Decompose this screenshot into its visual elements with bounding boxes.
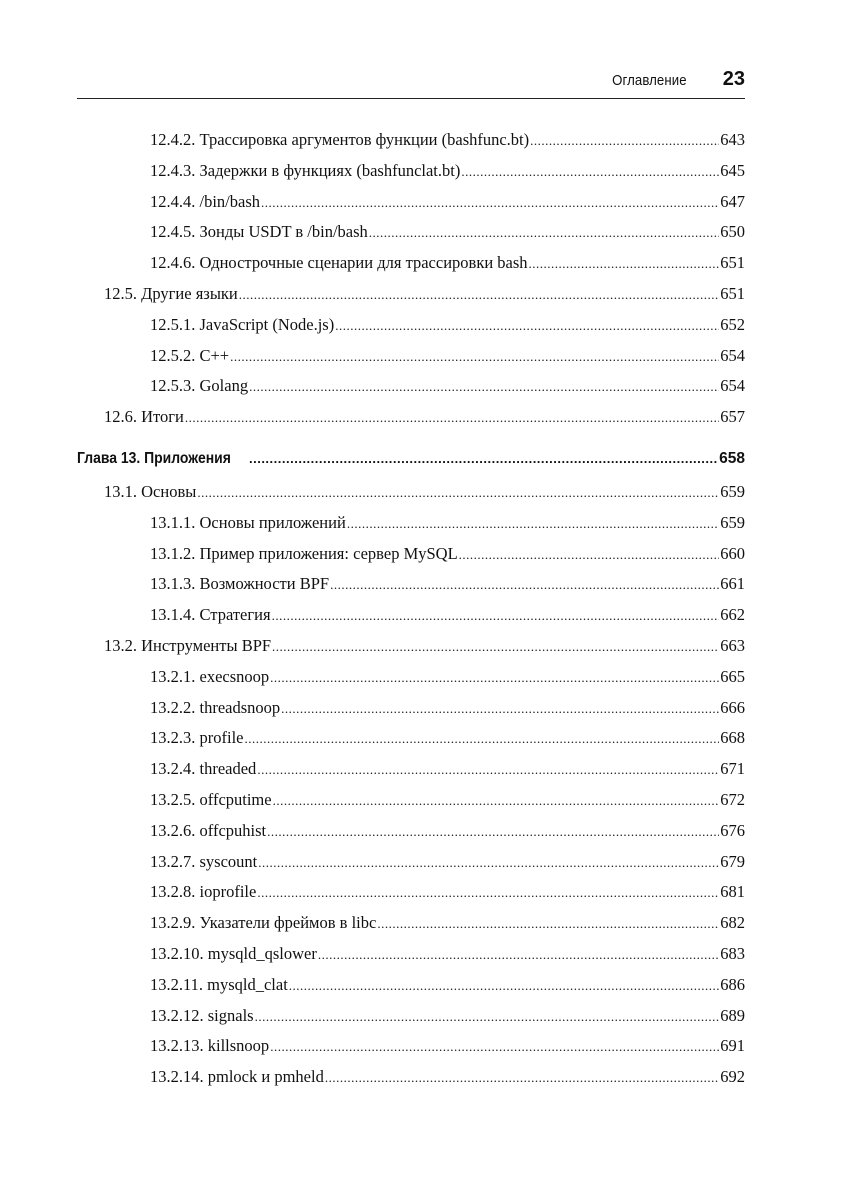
toc-entry-page: 660 xyxy=(720,543,745,563)
toc-entry-page: 651 xyxy=(720,253,745,273)
dot-leader xyxy=(459,544,720,564)
toc-entry-title: 12.4.4. /bin/bash xyxy=(150,191,260,211)
dot-leader xyxy=(270,1036,719,1056)
header-page-number: 23 xyxy=(722,68,745,90)
toc-entry[interactable] xyxy=(77,544,745,575)
toc-entry-page: 671 xyxy=(720,759,745,779)
header-section-title: Оглавление xyxy=(612,72,687,89)
dot-leader xyxy=(377,913,719,933)
dot-leader xyxy=(289,975,719,995)
dot-leader xyxy=(257,882,719,902)
toc-entry[interactable] xyxy=(77,1036,745,1067)
toc-entry-title: 13.2.11. mysqld_clat xyxy=(150,974,288,994)
dot-leader xyxy=(461,161,719,181)
toc-entry-title: 13.2.4. threaded xyxy=(150,759,257,779)
dot-leader xyxy=(335,315,719,335)
toc-entry[interactable] xyxy=(77,913,745,944)
toc-entry-title: 13.2.8. ioprofile xyxy=(150,882,257,902)
toc-entry-page: 662 xyxy=(720,605,745,625)
toc-entry[interactable] xyxy=(77,1006,745,1037)
toc-entry-page: 676 xyxy=(720,820,745,840)
toc-entry-title: 13.2. Инструменты BPF xyxy=(104,635,272,655)
dot-leader xyxy=(257,759,719,779)
toc-entry-page: 652 xyxy=(720,314,745,334)
toc-entry-page: 672 xyxy=(720,789,745,809)
toc-entry-page: 691 xyxy=(720,1036,745,1056)
toc-entry-page: 666 xyxy=(720,697,745,717)
toc-entry[interactable] xyxy=(77,882,745,913)
dot-leader xyxy=(347,513,719,533)
toc-entry-title: 13.2.10. mysqld_qslower xyxy=(150,943,317,963)
dot-leader xyxy=(273,790,720,810)
toc-entry-title: 12.4.5. Зонды USDT в /bin/bash xyxy=(150,222,368,242)
toc-entry-title: 13.2.6. offcpuhist xyxy=(150,820,267,840)
toc-entry-title: 12.5.1. JavaScript (Node.js) xyxy=(150,314,335,334)
toc-entry-title: 13.2.5. offcputime xyxy=(150,789,272,809)
toc-entry-page: 665 xyxy=(720,666,745,686)
toc-entry-title: 13.1.3. Возможности BPF xyxy=(150,574,330,594)
toc-entry-page: 692 xyxy=(720,1067,745,1087)
toc-entry[interactable] xyxy=(77,222,745,253)
toc-entry-title: 13.1. Основы xyxy=(104,481,197,501)
toc-entry-title: 13.1.2. Пример приложения: сервер MySQL xyxy=(150,543,458,563)
toc-entry-page: 682 xyxy=(720,913,745,933)
toc-entry-title: 13.2.14. pmlock и pmheld xyxy=(150,1067,324,1087)
toc-entry[interactable] xyxy=(77,605,745,636)
dot-leader xyxy=(529,253,720,273)
toc-chapter-entry[interactable] xyxy=(77,450,745,482)
toc-entry[interactable] xyxy=(77,728,745,759)
toc-entry[interactable] xyxy=(77,482,745,513)
toc-entry-page: 663 xyxy=(720,635,745,655)
toc-entry-title: 13.2.1. execsnoop xyxy=(150,666,270,686)
toc-entry-page: 659 xyxy=(720,512,745,532)
dot-leader xyxy=(325,1067,719,1087)
toc-entry-page: 654 xyxy=(720,345,745,365)
toc-entry-title: 12.4.6. Однострочные сценарии для трассировки bash xyxy=(150,253,528,273)
toc-entry-page: 689 xyxy=(720,1005,745,1025)
toc-entry[interactable] xyxy=(77,161,745,192)
toc-entry[interactable] xyxy=(77,513,745,544)
toc-entry-page: 668 xyxy=(720,728,745,748)
toc-entry[interactable] xyxy=(77,315,745,346)
toc-entry-title: 12.5.3. Golang xyxy=(150,376,249,396)
toc-entry-title: 12.4.2. Трассировка аргументов функции (bashfunc.bt) xyxy=(150,130,530,149)
toc-entry[interactable] xyxy=(77,636,745,667)
dot-leader xyxy=(239,284,720,304)
toc-entry-title: 13.2.9. Указатели фреймов в libc xyxy=(150,913,377,933)
toc-entry-page: 683 xyxy=(720,943,745,963)
dot-leader xyxy=(330,574,719,594)
toc-entry[interactable] xyxy=(77,852,745,883)
toc-entry[interactable] xyxy=(77,975,745,1006)
toc-entry-title: 13.2.13. killsnoop xyxy=(150,1036,270,1056)
toc-entry[interactable] xyxy=(77,130,745,161)
toc-entry-title: 13.2.2. threadsnoop xyxy=(150,697,281,717)
toc-entry-title: 13.2.3. profile xyxy=(150,728,244,748)
toc-entry-title: Глава 13. Приложения xyxy=(77,449,231,467)
toc-entry[interactable] xyxy=(77,698,745,729)
dot-leader xyxy=(230,346,719,366)
toc-entry-page: 654 xyxy=(720,376,745,396)
table-of-contents xyxy=(77,130,745,1098)
dot-leader xyxy=(272,636,719,656)
toc-entry-page: 659 xyxy=(720,481,745,501)
toc-entry[interactable] xyxy=(77,667,745,698)
toc-entry-title: 13.1.1. Основы приложений xyxy=(150,512,346,532)
toc-entry[interactable] xyxy=(77,574,745,605)
toc-entry[interactable] xyxy=(77,346,745,377)
dot-leader xyxy=(281,698,719,718)
toc-entry[interactable] xyxy=(77,944,745,975)
dot-leader xyxy=(267,821,719,841)
toc-entry-page: 686 xyxy=(720,974,745,994)
toc-entry[interactable] xyxy=(77,790,745,821)
toc-entry-title: 12.5. Другие языки xyxy=(104,283,238,303)
toc-entry-title: 13.1.4. Стратегия xyxy=(150,605,271,625)
dot-leader xyxy=(249,376,719,396)
toc-entry-page: 658 xyxy=(719,449,745,467)
toc-entry[interactable] xyxy=(77,253,745,284)
toc-entry[interactable] xyxy=(77,192,745,223)
toc-entry-page: 681 xyxy=(720,882,745,902)
dot-leader xyxy=(272,605,720,625)
dot-leader xyxy=(255,1006,720,1026)
dot-leader xyxy=(261,192,719,212)
dot-leader xyxy=(244,728,719,748)
toc-entry[interactable] xyxy=(77,284,745,315)
toc-entry-title: 13.2.12. signals xyxy=(150,1005,254,1025)
toc-entry-page: 650 xyxy=(720,222,745,242)
toc-entry-title: 12.5.2. C++ xyxy=(150,345,230,365)
dot-leader xyxy=(185,407,719,427)
toc-entry[interactable] xyxy=(77,759,745,790)
dot-leader xyxy=(530,130,719,150)
dot-leader xyxy=(270,667,719,687)
toc-entry-page: 643 xyxy=(720,130,745,149)
dot-leader xyxy=(369,222,719,242)
toc-entry-title: 12.4.3. Задержки в функциях (bashfunclat.bt) xyxy=(150,160,461,180)
toc-entry[interactable] xyxy=(77,407,745,438)
toc-entry-page: 647 xyxy=(720,191,745,211)
toc-entry-page: 645 xyxy=(720,160,745,180)
toc-entry-title: 13.2.7. syscount xyxy=(150,851,258,871)
running-header xyxy=(77,68,745,99)
toc-entry-page: 657 xyxy=(720,407,745,427)
toc-entry-title: 12.6. Итоги xyxy=(104,407,184,427)
toc-entry-page: 661 xyxy=(720,574,745,594)
toc-entry[interactable] xyxy=(77,1067,745,1098)
toc-entry-page: 679 xyxy=(720,851,745,871)
dot-leader xyxy=(258,852,719,872)
dot-leader xyxy=(197,482,719,502)
toc-entry-page: 651 xyxy=(720,283,745,303)
dot-leader xyxy=(249,450,718,468)
toc-entry[interactable] xyxy=(77,376,745,407)
toc-entry[interactable] xyxy=(77,821,745,852)
dot-leader xyxy=(318,944,719,964)
